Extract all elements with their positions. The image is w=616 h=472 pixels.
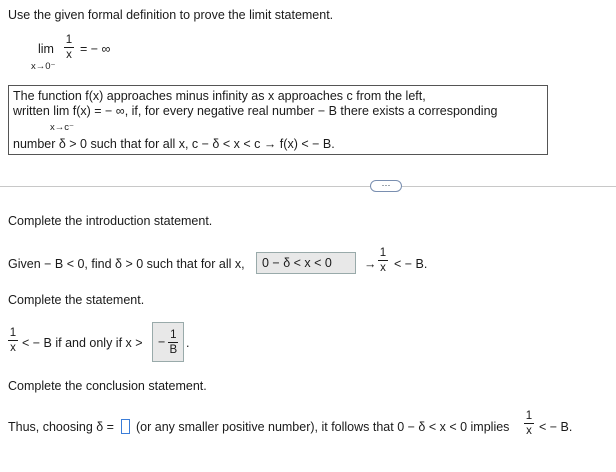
statement-numerator: 1: [9, 327, 17, 339]
fraction-bar: [64, 47, 74, 48]
fraction-bar: [8, 340, 18, 341]
definition-line-2: written lim f(x) = − ∞, if, for every negative real number − B there exists a corresponding: [13, 104, 498, 118]
statement-answer-numerator: 1: [170, 328, 177, 341]
introduction-answer-box[interactable]: [256, 252, 356, 274]
limit-denominator: x: [66, 49, 72, 61]
statement-answer-sign: −: [158, 335, 166, 349]
introduction-after: < − B.: [394, 257, 428, 271]
fraction-bar: [378, 260, 388, 261]
introduction-answer: 0 − δ < x < 0: [262, 256, 332, 270]
introduction-text: Given − B < 0, find δ > 0 such that for all x,: [8, 257, 245, 271]
conclusion-text-after: (or any smaller positive number), it follows that 0 − δ < x < 0 implies: [136, 420, 510, 434]
limit-equals: = − ∞: [80, 42, 111, 56]
statement-answer-denominator: B: [169, 343, 178, 356]
introduction-numerator: 1: [379, 247, 387, 259]
delta-input[interactable]: [121, 419, 130, 434]
problem-instruction: Use the given formal definition to prove the limit statement.: [8, 8, 334, 22]
statement-heading: Complete the statement.: [8, 293, 145, 307]
limit-numerator: 1: [65, 34, 73, 46]
more-options-button[interactable]: ⋯: [370, 180, 402, 192]
statement-answer-box[interactable]: [152, 322, 184, 362]
limit-fraction: [64, 34, 74, 61]
introduction-arrow: →: [364, 257, 377, 271]
statement-denominator: x: [10, 342, 16, 354]
definition-subscript: x→c⁻: [50, 122, 75, 133]
limit-lim-text: lim: [38, 42, 54, 56]
fraction-bar: [524, 423, 534, 424]
introduction-heading: Complete the introduction statement.: [8, 214, 213, 228]
definition-line-1: The function f(x) approaches minus infinity as x approaches c from the left,: [13, 89, 426, 103]
introduction-denominator: x: [380, 262, 386, 274]
conclusion-text-before: Thus, choosing δ =: [8, 420, 114, 434]
statement-fraction: [8, 327, 18, 354]
conclusion-fraction: [524, 410, 534, 437]
conclusion-numerator: 1: [525, 410, 533, 422]
conclusion-heading: Complete the conclusion statement.: [8, 379, 207, 393]
limit-subscript: x→0⁻: [31, 61, 56, 72]
statement-answer-fraction: [168, 329, 178, 356]
fraction-bar: [168, 342, 178, 343]
conclusion-end: < − B.: [539, 420, 573, 434]
definition-line-3: number δ > 0 such that for all x, c − δ < x < c → f(x) < − B.: [13, 137, 335, 151]
section-divider: [0, 186, 616, 187]
statement-text: < − B if and only if x >: [22, 336, 143, 350]
statement-period: .: [186, 336, 190, 350]
conclusion-denominator: x: [526, 425, 532, 437]
introduction-fraction: [378, 247, 388, 274]
